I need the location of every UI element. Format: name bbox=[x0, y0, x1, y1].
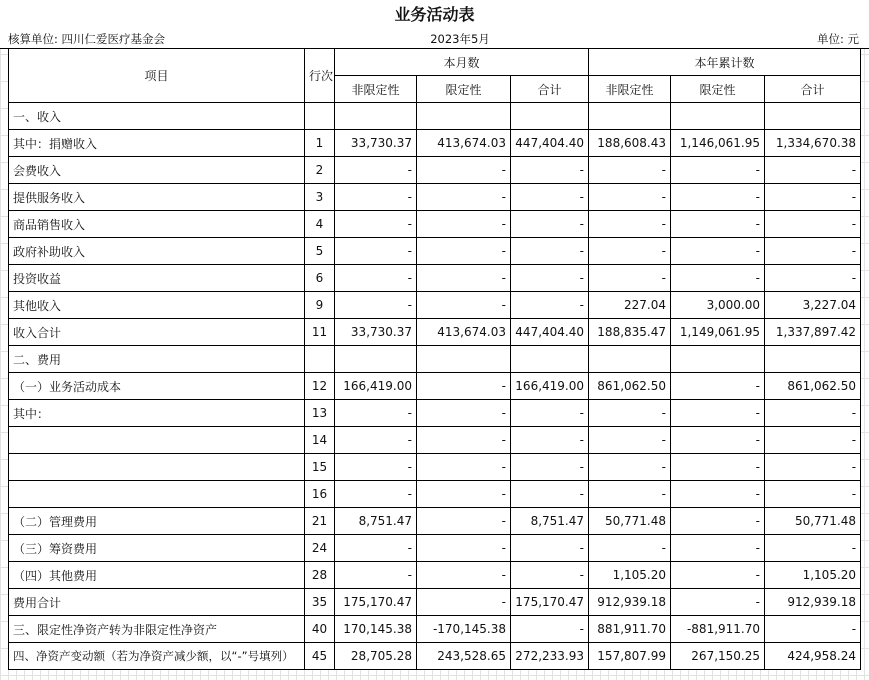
cell-month-total[interactable]: - bbox=[511, 481, 589, 508]
cell-month-restricted[interactable]: - bbox=[417, 454, 511, 481]
row-number[interactable]: 24 bbox=[305, 535, 335, 562]
cell-ytd-total[interactable]: - bbox=[765, 184, 861, 211]
cell-ytd-total[interactable]: - bbox=[765, 616, 861, 643]
cell-month-restricted[interactable]: -170,145.38 bbox=[417, 616, 511, 643]
cell-ytd-unrestricted[interactable]: - bbox=[589, 265, 671, 292]
row-number[interactable]: 12 bbox=[305, 373, 335, 400]
cell-month-unrestricted[interactable]: - bbox=[335, 427, 417, 454]
header-item[interactable]: 项目 bbox=[9, 49, 305, 103]
cell-ytd-restricted[interactable]: 1,146,061.95 bbox=[671, 130, 765, 157]
row-number[interactable]: 21 bbox=[305, 508, 335, 535]
cell-ytd-restricted[interactable]: 267,150.25 bbox=[671, 643, 765, 670]
cell-ytd-restricted[interactable]: - bbox=[671, 265, 765, 292]
cell-ytd-unrestricted[interactable]: - bbox=[589, 238, 671, 265]
cell-month-unrestricted[interactable]: 8,751.47 bbox=[335, 508, 417, 535]
row-number[interactable]: 3 bbox=[305, 184, 335, 211]
cell-ytd-unrestricted[interactable]: 912,939.18 bbox=[589, 589, 671, 616]
cell-ytd-unrestricted[interactable]: 881,911.70 bbox=[589, 616, 671, 643]
table-row bbox=[9, 481, 861, 508]
cell-month-total[interactable] bbox=[511, 103, 589, 130]
row-item-name[interactable]: 政府补助收入 bbox=[9, 238, 305, 265]
row-item-name[interactable]: 商品销售收入 bbox=[9, 211, 305, 238]
cell-month-total[interactable]: - bbox=[511, 211, 589, 238]
cell-ytd-restricted[interactable]: - bbox=[671, 562, 765, 589]
cell-month-unrestricted[interactable] bbox=[335, 346, 417, 373]
cell-ytd-unrestricted[interactable]: 1,105.20 bbox=[589, 562, 671, 589]
cell-ytd-unrestricted[interactable]: - bbox=[589, 400, 671, 427]
cell-month-total[interactable]: - bbox=[511, 454, 589, 481]
cell-ytd-restricted[interactable]: - bbox=[671, 508, 765, 535]
cell-month-total[interactable]: 447,404.40 bbox=[511, 130, 589, 157]
row-item-name[interactable]: （二）管理费用 bbox=[9, 508, 305, 535]
row-item-name[interactable]: （三）筹资费用 bbox=[9, 535, 305, 562]
cell-month-unrestricted[interactable]: - bbox=[335, 238, 417, 265]
table-row bbox=[9, 319, 861, 346]
table-row bbox=[9, 211, 861, 238]
cell-month-unrestricted[interactable]: - bbox=[335, 184, 417, 211]
cell-month-restricted[interactable]: - bbox=[417, 238, 511, 265]
cell-month-restricted[interactable]: - bbox=[417, 535, 511, 562]
cell-month-restricted[interactable]: - bbox=[417, 184, 511, 211]
cell-month-unrestricted[interactable]: 175,170.47 bbox=[335, 589, 417, 616]
row-item-name[interactable]: 其中： bbox=[9, 400, 305, 427]
cell-month-total[interactable]: - bbox=[511, 616, 589, 643]
cell-month-restricted[interactable]: - bbox=[417, 481, 511, 508]
cell-month-unrestricted[interactable]: 33,730.37 bbox=[335, 319, 417, 346]
row-number[interactable]: 40 bbox=[305, 616, 335, 643]
header-ytd-restricted[interactable]: 限定性 bbox=[671, 76, 765, 103]
row-item-name[interactable]: 费用合计 bbox=[9, 589, 305, 616]
cell-month-unrestricted[interactable]: 28,705.28 bbox=[335, 643, 417, 670]
cell-ytd-total[interactable]: - bbox=[765, 481, 861, 508]
row-number[interactable]: 4 bbox=[305, 211, 335, 238]
cell-ytd-unrestricted[interactable]: - bbox=[589, 157, 671, 184]
cell-month-unrestricted[interactable]: - bbox=[335, 481, 417, 508]
table-row bbox=[9, 643, 861, 670]
cell-month-unrestricted[interactable]: - bbox=[335, 292, 417, 319]
cell-month-unrestricted[interactable]: - bbox=[335, 211, 417, 238]
table-row bbox=[9, 454, 861, 481]
cell-ytd-total[interactable]: 1,337,897.42 bbox=[765, 319, 861, 346]
cell-month-total[interactable]: - bbox=[511, 400, 589, 427]
row-number[interactable]: 16 bbox=[305, 481, 335, 508]
cell-month-unrestricted[interactable]: - bbox=[335, 157, 417, 184]
row-number[interactable]: 6 bbox=[305, 265, 335, 292]
row-item-name[interactable]: 二、费用 bbox=[9, 346, 305, 373]
table-row bbox=[9, 157, 861, 184]
row-number[interactable]: 15 bbox=[305, 454, 335, 481]
cell-ytd-total[interactable]: 861,062.50 bbox=[765, 373, 861, 400]
cell-month-unrestricted[interactable]: - bbox=[335, 535, 417, 562]
cell-month-restricted[interactable]: - bbox=[417, 400, 511, 427]
row-number[interactable]: 9 bbox=[305, 292, 335, 319]
header-ytd-unrestricted[interactable]: 非限定性 bbox=[589, 76, 671, 103]
row-number[interactable]: 2 bbox=[305, 157, 335, 184]
cell-ytd-restricted[interactable]: - bbox=[671, 481, 765, 508]
header-ytd-total[interactable]: 合计 bbox=[765, 76, 861, 103]
table-row bbox=[9, 184, 861, 211]
table-row bbox=[9, 400, 861, 427]
cell-month-total[interactable]: - bbox=[511, 184, 589, 211]
header-month-unrestricted[interactable]: 非限定性 bbox=[335, 76, 417, 103]
table-row bbox=[9, 292, 861, 319]
row-number[interactable]: 45 bbox=[305, 643, 335, 670]
cell-ytd-restricted[interactable]: 3,000.00 bbox=[671, 292, 765, 319]
cell-ytd-total[interactable]: 424,958.24 bbox=[765, 643, 861, 670]
cell-ytd-total[interactable]: - bbox=[765, 265, 861, 292]
row-item-name[interactable] bbox=[9, 454, 305, 481]
row-item-name[interactable] bbox=[9, 427, 305, 454]
cell-ytd-restricted[interactable]: - bbox=[671, 427, 765, 454]
cell-ytd-unrestricted[interactable]: 861,062.50 bbox=[589, 373, 671, 400]
cell-ytd-total[interactable]: 50,771.48 bbox=[765, 508, 861, 535]
row-item-name[interactable]: 四、净资产变动额（若为净资产减少额，以“-”号填列） bbox=[9, 643, 305, 670]
cell-ytd-total[interactable]: - bbox=[765, 427, 861, 454]
cell-month-total[interactable]: - bbox=[511, 238, 589, 265]
cell-ytd-restricted[interactable] bbox=[671, 103, 765, 130]
cell-ytd-unrestricted[interactable]: - bbox=[589, 481, 671, 508]
report-title: 业务活动表 bbox=[0, 0, 869, 30]
report-body bbox=[9, 103, 861, 670]
cell-ytd-restricted[interactable]: - bbox=[671, 238, 765, 265]
header-month-total[interactable]: 合计 bbox=[511, 76, 589, 103]
row-item-name[interactable]: 其他收入 bbox=[9, 292, 305, 319]
table-row bbox=[9, 508, 861, 535]
cell-ytd-total[interactable]: - bbox=[765, 400, 861, 427]
cell-month-unrestricted[interactable] bbox=[335, 103, 417, 130]
cell-month-unrestricted[interactable]: 170,145.38 bbox=[335, 616, 417, 643]
cell-month-total[interactable]: 8,751.47 bbox=[511, 508, 589, 535]
cell-month-total[interactable]: - bbox=[511, 157, 589, 184]
cell-ytd-total[interactable]: - bbox=[765, 211, 861, 238]
cell-ytd-unrestricted[interactable]: 157,807.99 bbox=[589, 643, 671, 670]
cell-month-restricted[interactable]: 413,674.03 bbox=[417, 319, 511, 346]
row-item-name[interactable] bbox=[9, 481, 305, 508]
cell-month-restricted[interactable]: - bbox=[417, 157, 511, 184]
table-row bbox=[9, 616, 861, 643]
row-item-name[interactable]: 其中：捐赠收入 bbox=[9, 130, 305, 157]
header-row-no[interactable]: 行次 bbox=[305, 49, 335, 103]
cell-month-unrestricted[interactable]: 33,730.37 bbox=[335, 130, 417, 157]
table-row bbox=[9, 238, 861, 265]
cell-ytd-unrestricted[interactable] bbox=[589, 346, 671, 373]
cell-month-restricted[interactable]: 413,674.03 bbox=[417, 130, 511, 157]
activity-table bbox=[8, 48, 861, 670]
row-number[interactable]: 11 bbox=[305, 319, 335, 346]
cell-month-total[interactable]: - bbox=[511, 265, 589, 292]
row-number[interactable]: 35 bbox=[305, 589, 335, 616]
cell-ytd-restricted[interactable]: -881,911.70 bbox=[671, 616, 765, 643]
cell-ytd-restricted[interactable]: 1,149,061.95 bbox=[671, 319, 765, 346]
cell-month-total[interactable]: - bbox=[511, 535, 589, 562]
cell-ytd-total[interactable]: 1,105.20 bbox=[765, 562, 861, 589]
cell-month-restricted[interactable]: - bbox=[417, 292, 511, 319]
cell-month-total[interactable]: 166,419.00 bbox=[511, 373, 589, 400]
cell-month-total[interactable]: 447,404.40 bbox=[511, 319, 589, 346]
cell-ytd-restricted[interactable]: - bbox=[671, 373, 765, 400]
cell-month-total[interactable]: - bbox=[511, 427, 589, 454]
cell-ytd-restricted[interactable]: - bbox=[671, 157, 765, 184]
row-item-name[interactable]: 提供服务收入 bbox=[9, 184, 305, 211]
unit-label: 单位: 元 bbox=[816, 32, 859, 46]
cell-ytd-total[interactable]: 912,939.18 bbox=[765, 589, 861, 616]
cell-ytd-total[interactable]: 3,227.04 bbox=[765, 292, 861, 319]
cell-month-total[interactable]: 272,233.93 bbox=[511, 643, 589, 670]
cell-ytd-unrestricted[interactable]: 188,835.47 bbox=[589, 319, 671, 346]
table-row bbox=[9, 346, 861, 373]
row-number[interactable] bbox=[305, 103, 335, 130]
cell-ytd-restricted[interactable]: - bbox=[671, 400, 765, 427]
cell-ytd-unrestricted[interactable]: - bbox=[589, 211, 671, 238]
table-row bbox=[9, 562, 861, 589]
org-label: 核算单位: 四川仁爱医疗基金会 bbox=[8, 32, 166, 46]
cell-month-unrestricted[interactable]: - bbox=[335, 562, 417, 589]
row-item-name[interactable]: （一）业务活动成本 bbox=[9, 373, 305, 400]
table-row bbox=[9, 535, 861, 562]
cell-month-unrestricted[interactable]: 166,419.00 bbox=[335, 373, 417, 400]
cell-ytd-unrestricted[interactable]: - bbox=[589, 427, 671, 454]
table-row bbox=[9, 589, 861, 616]
header-month-restricted[interactable]: 限定性 bbox=[417, 76, 511, 103]
cell-ytd-unrestricted[interactable]: 227.04 bbox=[589, 292, 671, 319]
period-label: 2023年5月 bbox=[430, 32, 490, 46]
cell-ytd-unrestricted[interactable]: - bbox=[589, 184, 671, 211]
row-number[interactable]: 1 bbox=[305, 130, 335, 157]
cell-ytd-total[interactable] bbox=[765, 103, 861, 130]
cell-ytd-restricted[interactable]: - bbox=[671, 184, 765, 211]
cell-month-restricted[interactable]: - bbox=[417, 562, 511, 589]
cell-ytd-unrestricted[interactable] bbox=[589, 103, 671, 130]
cell-ytd-total[interactable]: - bbox=[765, 454, 861, 481]
row-item-name[interactable]: 一、收入 bbox=[9, 103, 305, 130]
cell-month-restricted[interactable]: - bbox=[417, 589, 511, 616]
table-row bbox=[9, 373, 861, 400]
cell-month-restricted[interactable]: - bbox=[417, 427, 511, 454]
cell-ytd-unrestricted[interactable]: - bbox=[589, 454, 671, 481]
cell-ytd-restricted[interactable]: - bbox=[671, 589, 765, 616]
cell-month-restricted[interactable]: 243,528.65 bbox=[417, 643, 511, 670]
cell-ytd-restricted[interactable] bbox=[671, 346, 765, 373]
cell-month-restricted[interactable]: - bbox=[417, 508, 511, 535]
cell-ytd-unrestricted[interactable]: - bbox=[589, 535, 671, 562]
report-info-row bbox=[0, 30, 869, 49]
cell-ytd-unrestricted[interactable]: 188,608.43 bbox=[589, 130, 671, 157]
cell-month-total[interactable]: 175,170.47 bbox=[511, 589, 589, 616]
header-ytd[interactable]: 本年累计数 bbox=[589, 49, 861, 76]
table-row bbox=[9, 130, 861, 157]
cell-month-restricted[interactable] bbox=[417, 346, 511, 373]
row-number[interactable]: 28 bbox=[305, 562, 335, 589]
cell-month-restricted[interactable] bbox=[417, 103, 511, 130]
cell-month-total[interactable] bbox=[511, 346, 589, 373]
row-number[interactable]: 14 bbox=[305, 427, 335, 454]
cell-month-unrestricted[interactable]: - bbox=[335, 265, 417, 292]
cell-ytd-unrestricted[interactable]: 50,771.48 bbox=[589, 508, 671, 535]
cell-month-total[interactable]: - bbox=[511, 292, 589, 319]
cell-ytd-restricted[interactable]: - bbox=[671, 535, 765, 562]
row-number[interactable]: 13 bbox=[305, 400, 335, 427]
cell-month-restricted[interactable]: - bbox=[417, 211, 511, 238]
row-item-name[interactable]: （四）其他费用 bbox=[9, 562, 305, 589]
cell-ytd-total[interactable]: - bbox=[765, 238, 861, 265]
cell-ytd-total[interactable]: - bbox=[765, 535, 861, 562]
cell-ytd-total[interactable] bbox=[765, 346, 861, 373]
row-number[interactable] bbox=[305, 346, 335, 373]
cell-ytd-restricted[interactable]: - bbox=[671, 454, 765, 481]
cell-ytd-total[interactable]: - bbox=[765, 157, 861, 184]
table-row bbox=[9, 265, 861, 292]
cell-month-restricted[interactable]: - bbox=[417, 265, 511, 292]
cell-month-unrestricted[interactable]: - bbox=[335, 400, 417, 427]
row-number[interactable]: 5 bbox=[305, 238, 335, 265]
cell-month-restricted[interactable]: - bbox=[417, 373, 511, 400]
header-this-month[interactable]: 本月数 bbox=[335, 49, 589, 76]
cell-ytd-restricted[interactable]: - bbox=[671, 211, 765, 238]
cell-month-unrestricted[interactable]: - bbox=[335, 454, 417, 481]
cell-ytd-total[interactable]: 1,334,670.38 bbox=[765, 130, 861, 157]
row-item-name[interactable]: 会费收入 bbox=[9, 157, 305, 184]
cell-month-total[interactable]: - bbox=[511, 562, 589, 589]
row-item-name[interactable]: 三、限定性净资产转为非限定性净资产 bbox=[9, 616, 305, 643]
row-item-name[interactable]: 收入合计 bbox=[9, 319, 305, 346]
table-row bbox=[9, 103, 861, 130]
row-item-name[interactable]: 投资收益 bbox=[9, 265, 305, 292]
table-row bbox=[9, 427, 861, 454]
